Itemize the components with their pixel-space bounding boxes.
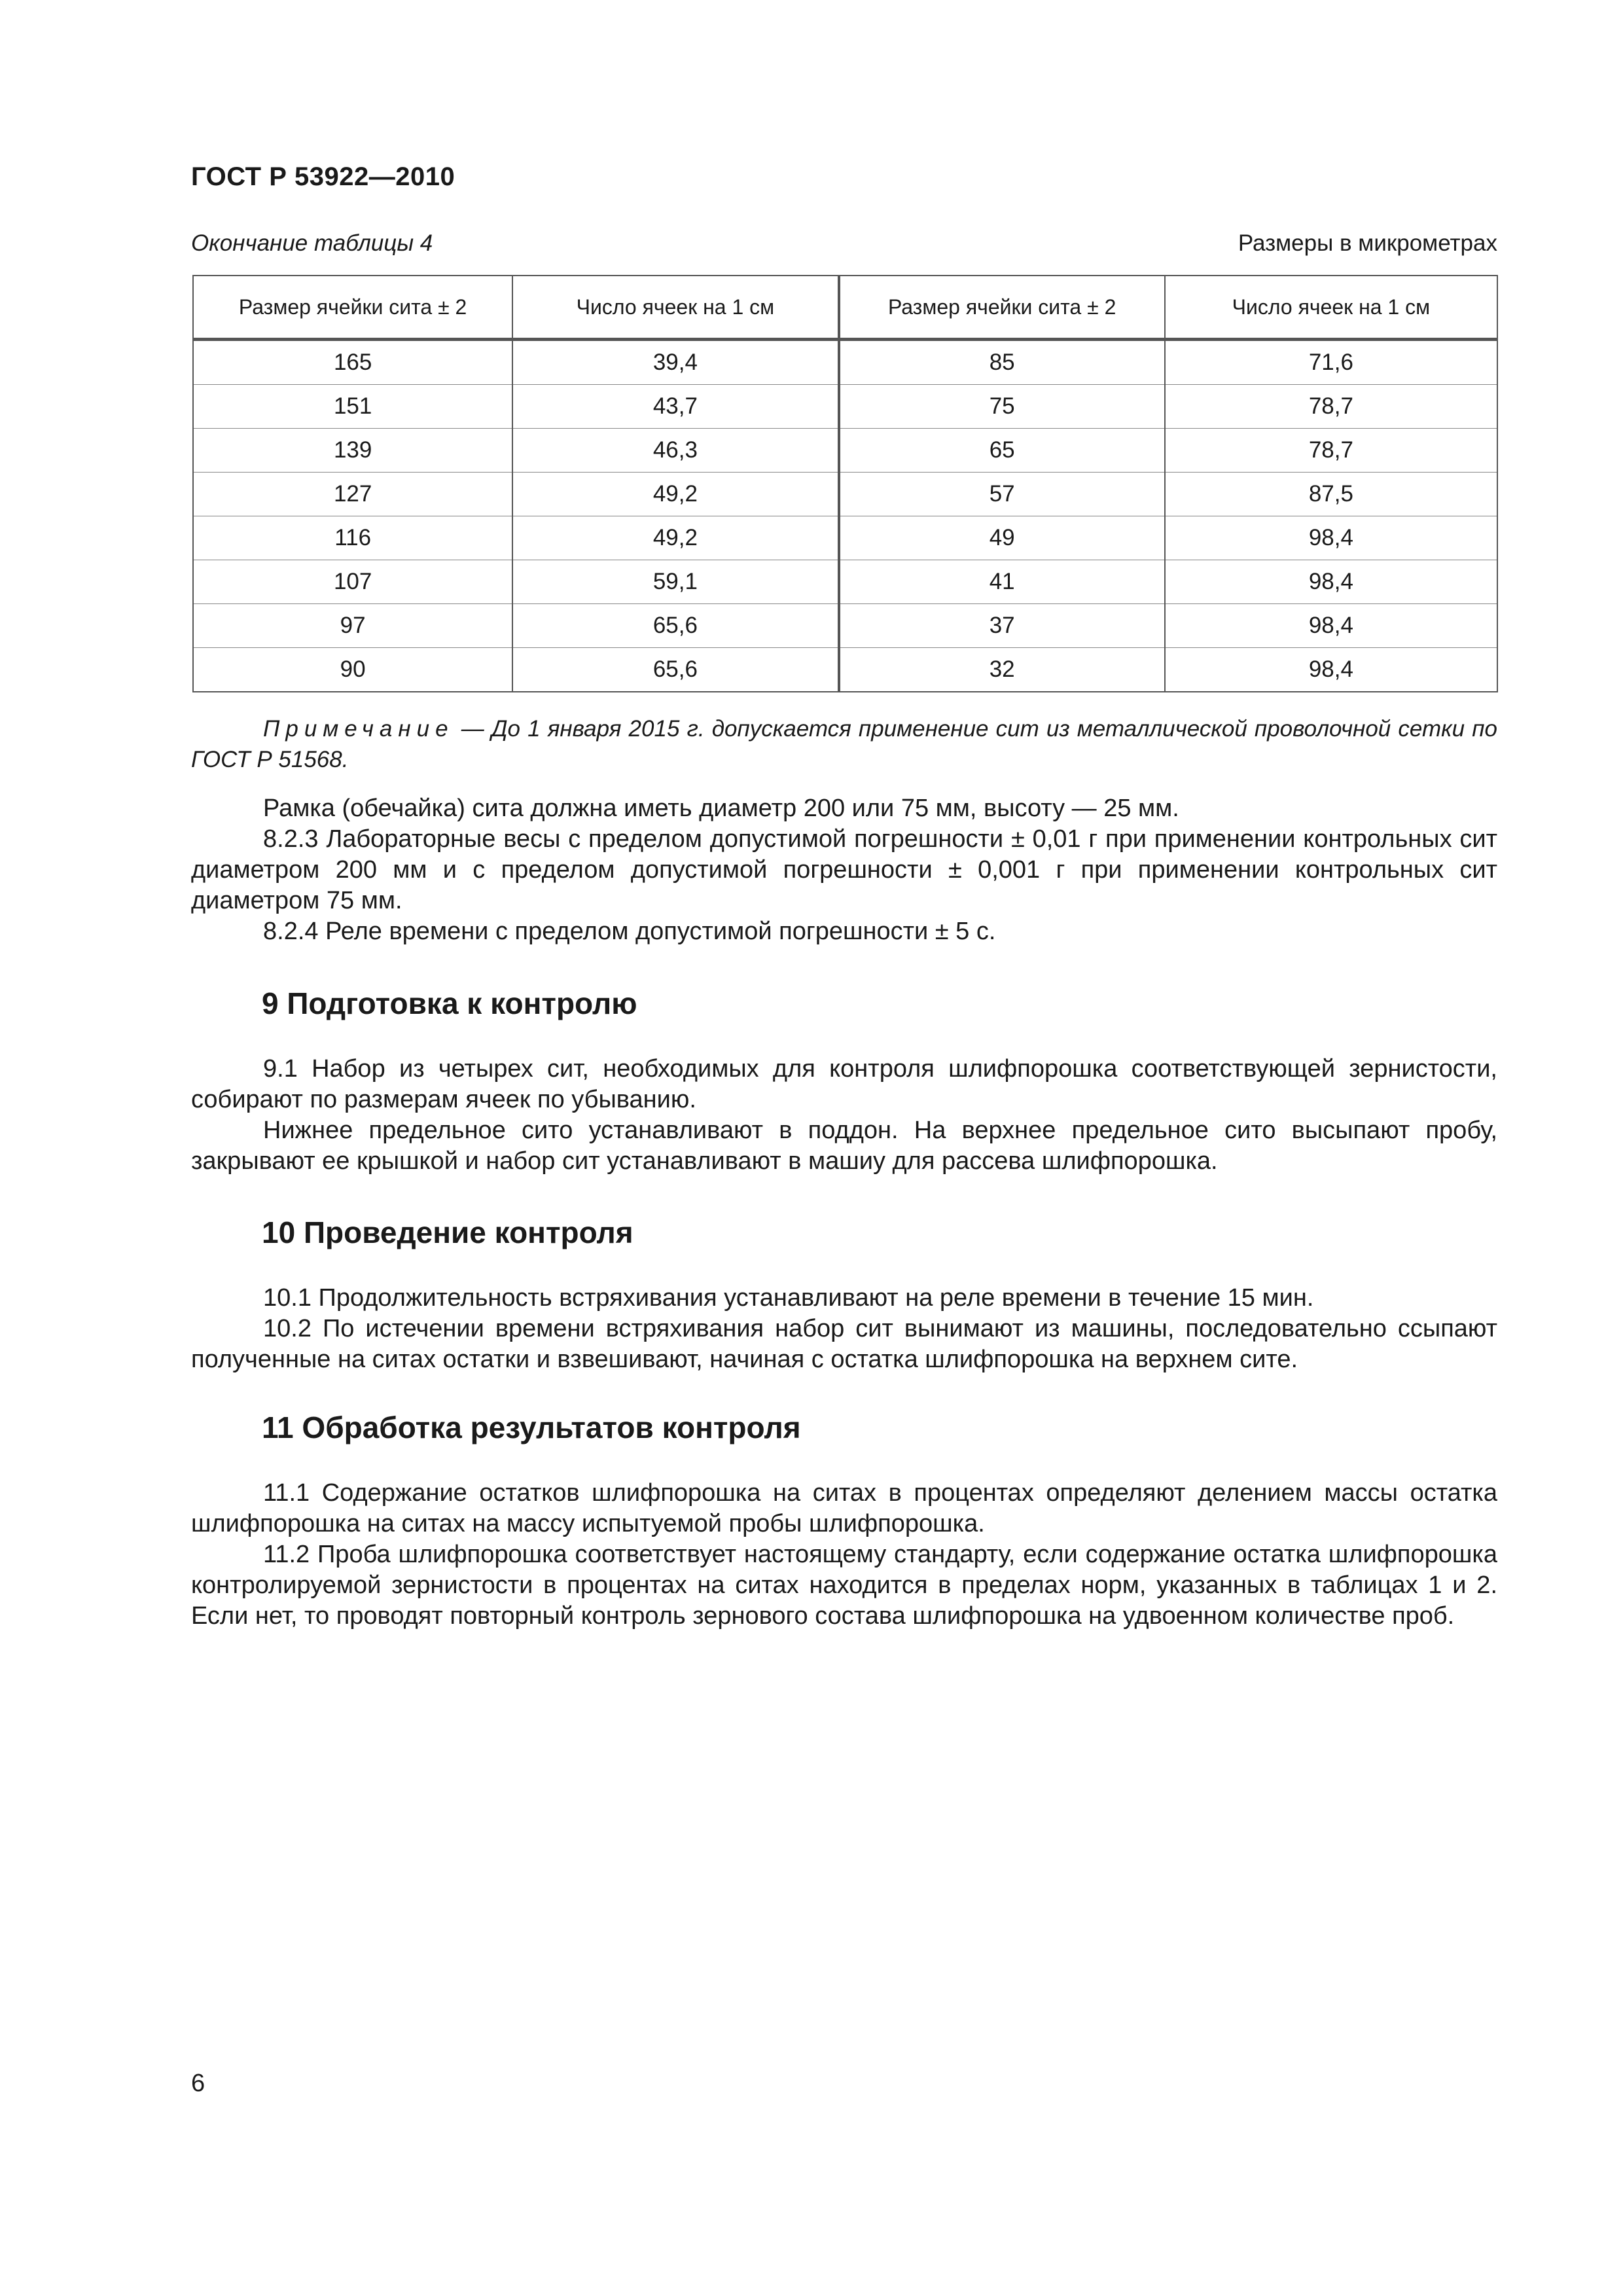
note-block [191,713,1497,775]
paragraph: 10.1 Продолжительность встряхивания устанавливают на реле времени в течение 15 мин. [263,1284,1314,1312]
paragraph: 11.2 Проба шлифпорошка соответствует настоящему стандарту, если содержание остатка шлифпорошка контролируемой зернистости в процентах на ситах находится в пределах норм, указанных в таблицах 1 и 2. Если нет, то проводят повторный контроль зернового состава шлифпорошка на удвоенном количестве проб. [191,1541,1497,1630]
table-cell: 98,4 [1165,604,1497,648]
paragraph: Рамка (обечайка) сита должна иметь диаметр 200 или 75 мм, высоту — 25 мм. [263,795,1179,822]
table-cell: 71,6 [1165,340,1497,385]
table-row [193,473,1497,516]
column-header: Размер ячейки сита ± 2 [193,276,512,340]
table-cell: 98,4 [1165,516,1497,560]
table-cell: 87,5 [1165,473,1497,516]
table-cell: 49,2 [512,516,838,560]
table-cell: 78,7 [1165,429,1497,473]
sieve-table [192,275,1498,692]
table-cell: 49,2 [512,473,838,516]
table-cell: 151 [193,385,512,429]
table-cell: 98,4 [1165,560,1497,604]
table-cell: 57 [839,473,1165,516]
table-header-row [193,276,1497,340]
note-label: Примечание [263,716,454,742]
table-cell: 107 [193,560,512,604]
paragraph: 8.2.3 Лабораторные весы с пределом допустимой погрешности ± 0,01 г при применении контрольных сит диаметром 200 мм и с пределом допустимой погрешности ± 0,001 г при применении контрольных сит диаметром 75 мм. [191,825,1497,914]
section-9-heading: 9 Подготовка к контролю [262,986,637,1020]
table-row [193,429,1497,473]
table-cell: 65 [839,429,1165,473]
document-code: ГОСТ Р 53922—2010 [191,162,455,191]
table-row [193,604,1497,648]
table-cell: 98,4 [1165,648,1497,692]
section-11-text [191,1478,1497,1632]
page-number: 6 [191,2070,205,2097]
paragraph: 9.1 Набор из четырех сит, необходимых для контроля шлифпорошка соответствующей зернистости, собирают по размерам ячеек по убыванию. [191,1055,1497,1113]
section-11-heading: 11 Обработка результатов контроля [262,1410,801,1444]
table-cell: 75 [839,385,1165,429]
table-cell: 65,6 [512,648,838,692]
table-cell: 37 [839,604,1165,648]
paragraph: Нижнее предельное сито устанавливают в поддон. На верхнее предельное сито высыпают пробу, закрывают ее крышкой и набор сит устанавливают в машиу для рассева шлифпорошка. [191,1117,1497,1175]
table-row [193,385,1497,429]
table-cell: 59,1 [512,560,838,604]
table-caption: Окончание таблицы 4 [191,230,433,256]
paragraph: 10.2 По истечении времени встряхивания набор сит вынимают из машины, последовательно ссыпают полученные на ситах остатки и взвешивают, начиная с остатка шлифпорошка на верхнем сите. [191,1315,1497,1373]
table-cell: 90 [193,648,512,692]
table-cell: 116 [193,516,512,560]
table-cell: 97 [193,604,512,648]
table-note [191,713,1497,775]
column-header: Размер ячейки сита ± 2 [839,276,1165,340]
table-cell: 41 [839,560,1165,604]
table-row [193,648,1497,692]
table-units: Размеры в микрометрах [1238,230,1497,256]
table-cell: 85 [839,340,1165,385]
table-cell: 32 [839,648,1165,692]
section-10-heading: 10 Проведение контроля [262,1215,633,1249]
table-cell: 39,4 [512,340,838,385]
table-cell: 139 [193,429,512,473]
table-row [193,516,1497,560]
paragraph: 8.2.4 Реле времени с пределом допустимой погрешности ± 5 с. [263,918,996,945]
table-cell: 49 [839,516,1165,560]
paragraph: 11.1 Содержание остатков шлифпорошка на ситах в процентах определяют делением массы остатка шлифпорошка на ситах на массу испытуемой пробы шлифпорошка. [191,1479,1497,1537]
table-cell: 43,7 [512,385,838,429]
table-row [193,340,1497,385]
column-header: Число ячеек на 1 см [1165,276,1497,340]
section-8-text [191,793,1497,947]
table-cell: 46,3 [512,429,838,473]
column-header: Число ячеек на 1 см [512,276,838,340]
note-text: — До 1 января 2015 г. допускается применение сит из металлической проволочной сетки по ГОСТ Р 51568. [191,716,1497,772]
table-cell: 127 [193,473,512,516]
table-cell: 65,6 [512,604,838,648]
table-cell: 78,7 [1165,385,1497,429]
section-10-text [191,1283,1497,1375]
table-row [193,560,1497,604]
section-9-text [191,1054,1497,1177]
table-cell: 165 [193,340,512,385]
